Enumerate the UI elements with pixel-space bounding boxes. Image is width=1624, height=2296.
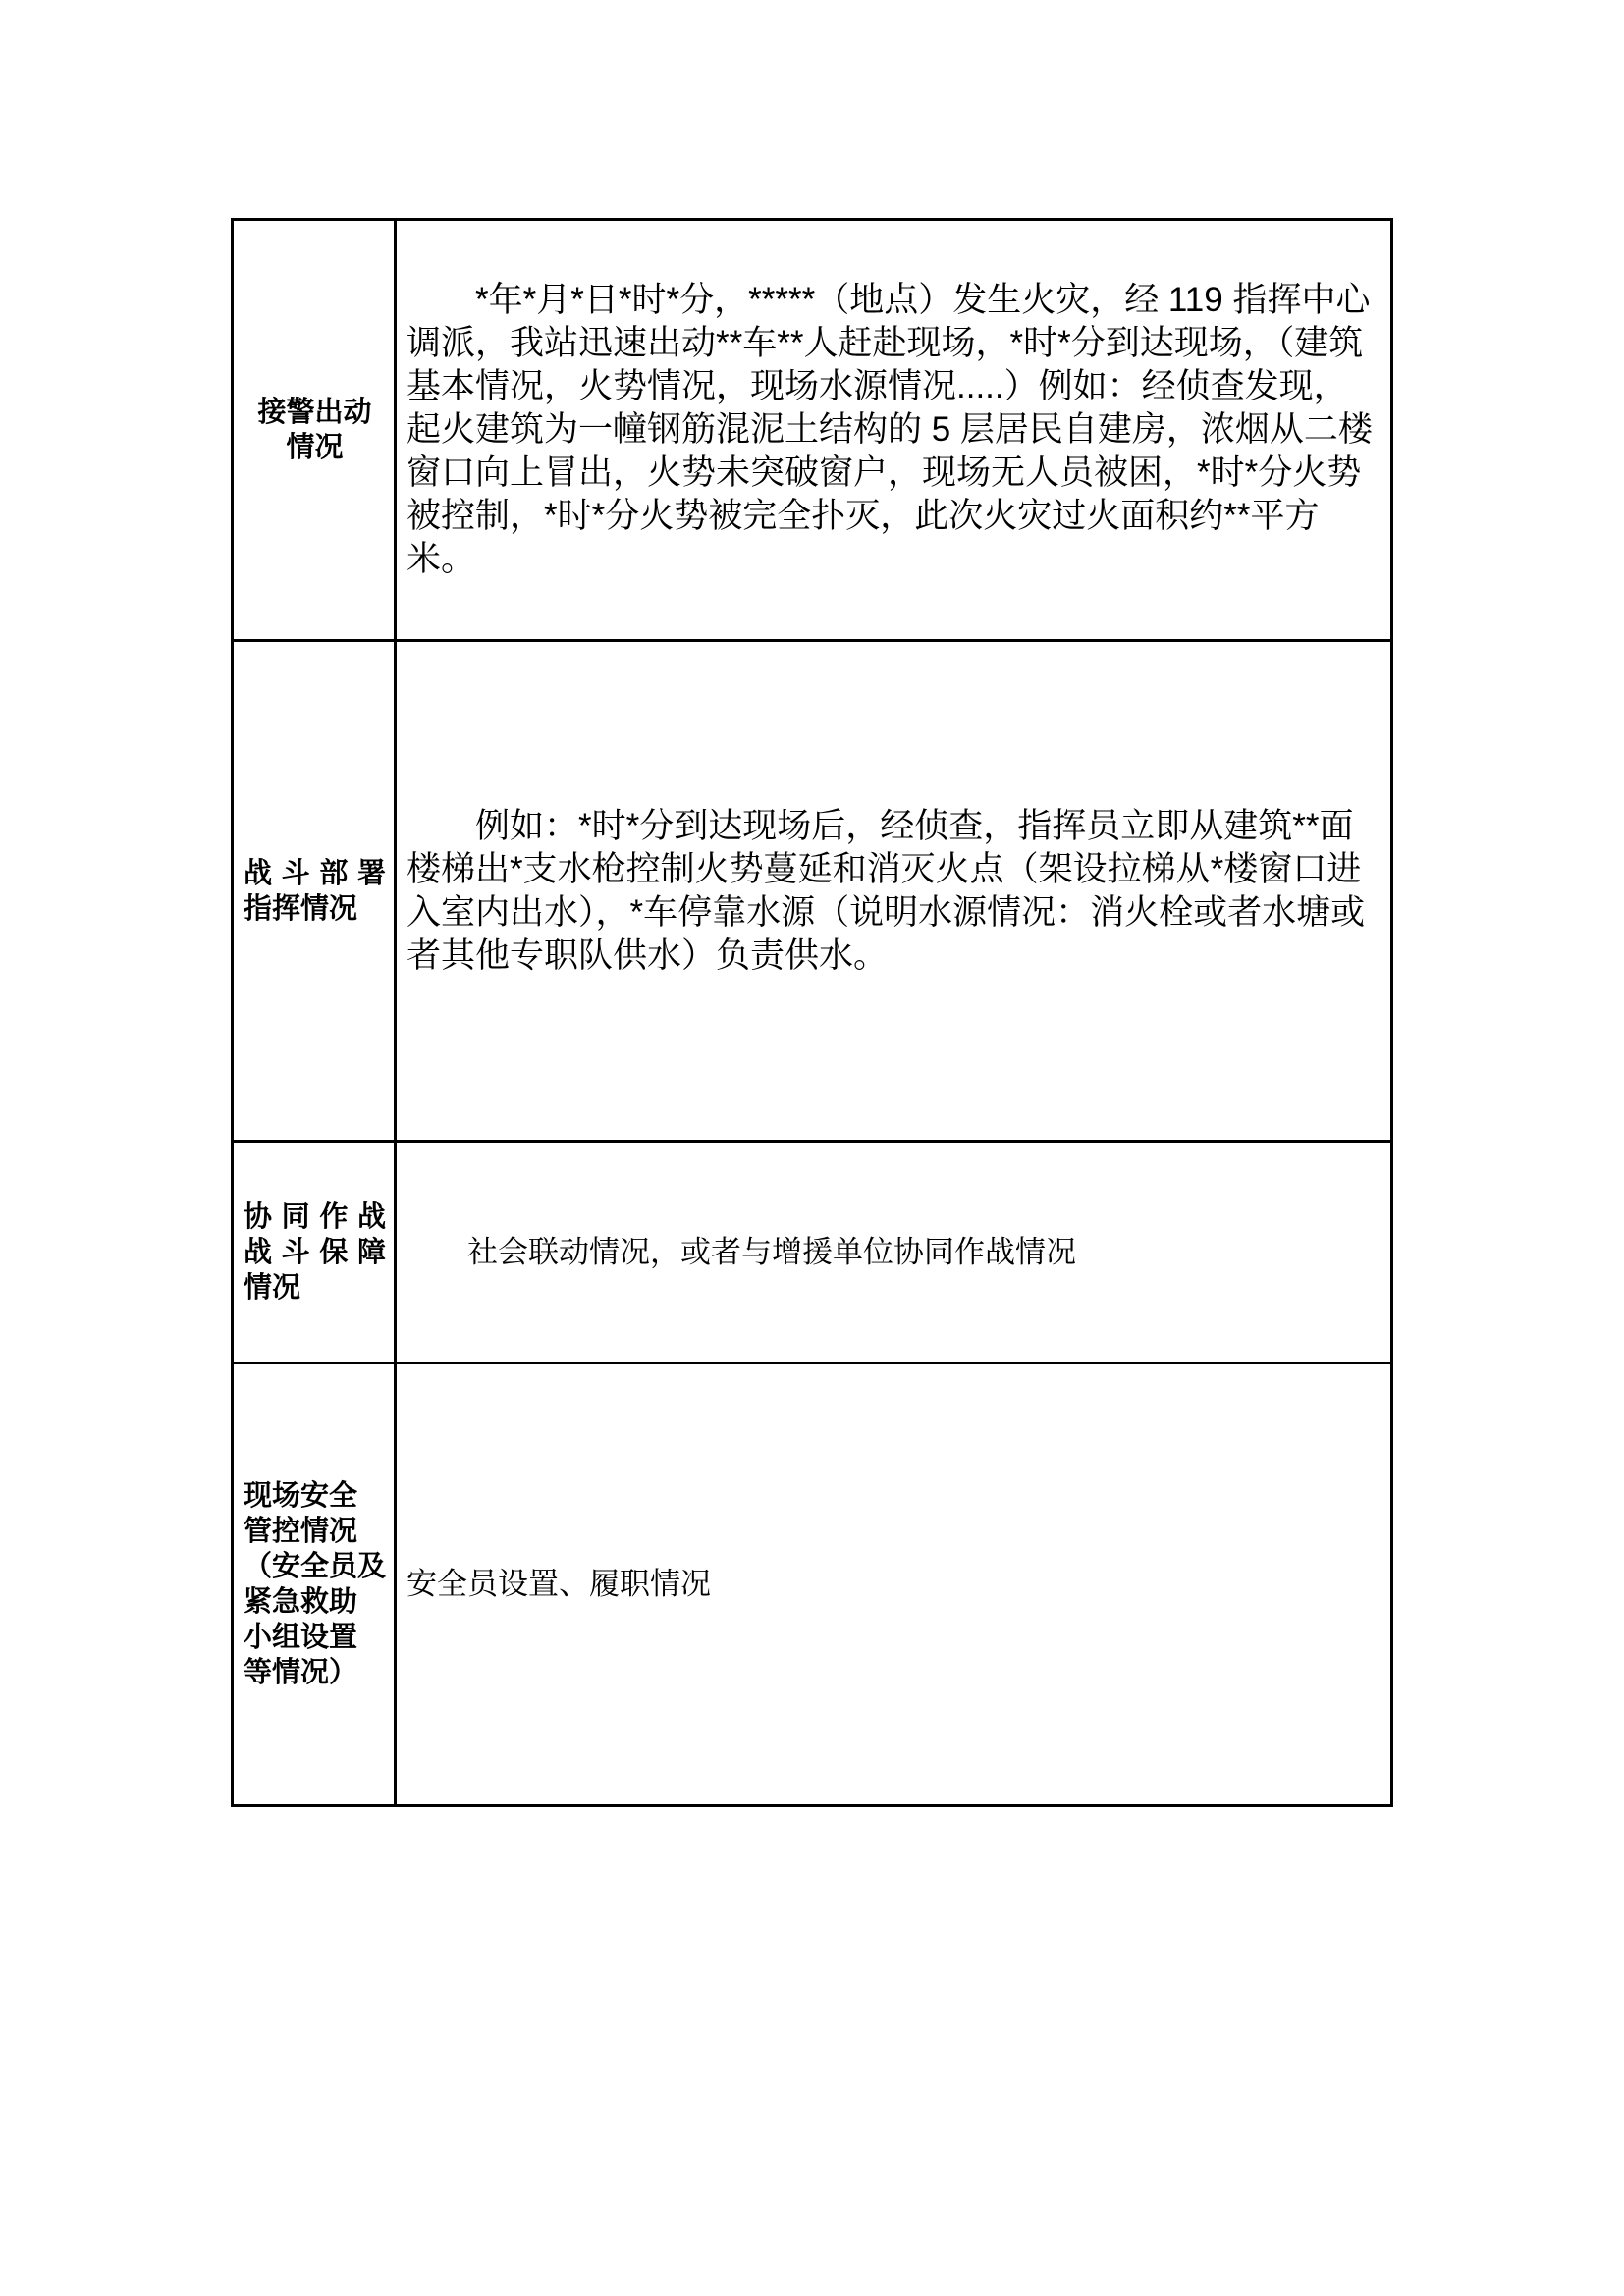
label-line: 现场安全: [244, 1480, 358, 1512]
label-line: 情况: [286, 432, 344, 463]
row-content-safety: [397, 1364, 1390, 1804]
dispatch-paragraph: *年*月*日*时*分，*****（地点）发生火灾，经 119 指挥中心调派，我站迅速出动**车**人赶赴现场，*时*分到达现场，（建筑基本情况，火势情况，现场水源情况.....）例如：经侦查发现，起火建筑为一幢钢筋混泥土结构的 5 层居民自建房，浓烟从二楼窗口向上冒出，火势未突破窗户，现场无人员被困，*时*分火势被控制，*时*分火势被完全扑灭，此次火灾过火面积约**平方米。: [406, 281, 1373, 578]
report-table: [231, 218, 1393, 1807]
label-line: 指挥情况: [244, 892, 358, 925]
row-content-dispatch: [397, 221, 1390, 639]
label-line: 接警出动: [257, 397, 372, 428]
label-line: 协同作战: [244, 1201, 386, 1233]
row-label-dispatch: [234, 221, 397, 639]
table-row-cooperation: [234, 1143, 1390, 1364]
table-row-safety: [234, 1364, 1390, 1804]
label-line: 战斗保障: [244, 1236, 386, 1268]
row-label-safety: [234, 1364, 397, 1804]
row-content-cooperation: [397, 1143, 1390, 1362]
label-line: 管控情况: [244, 1516, 358, 1547]
cooperation-paragraph: 社会联动情况，或者与增援单位协同作战情况: [467, 1234, 1076, 1269]
table-row-dispatch: [234, 221, 1390, 642]
safety-paragraph: 安全员设置、履职情况: [406, 1567, 711, 1601]
label-line: 紧急救助: [244, 1586, 358, 1618]
table-row-command: [234, 642, 1390, 1143]
label-line: 小组设置: [244, 1622, 358, 1653]
command-paragraph: 例如：*时*分到达现场后，经侦查，指挥员立即从建筑**面楼梯出*支水枪控制火势蔓延和消灭火点（架设拉梯从*楼窗口进入室内出水），*车停靠水源（说明水源情况：消火栓或者水塘或者其他专职队供水）负责供水。: [406, 806, 1366, 975]
row-label-cooperation: [234, 1143, 397, 1362]
row-content-command: [397, 642, 1390, 1140]
row-label-command: [234, 642, 397, 1140]
label-line: （安全员及: [244, 1551, 387, 1582]
label-line: 战斗部署: [244, 857, 386, 889]
label-line: 等情况）: [244, 1657, 358, 1688]
label-line: 情况: [244, 1271, 301, 1304]
